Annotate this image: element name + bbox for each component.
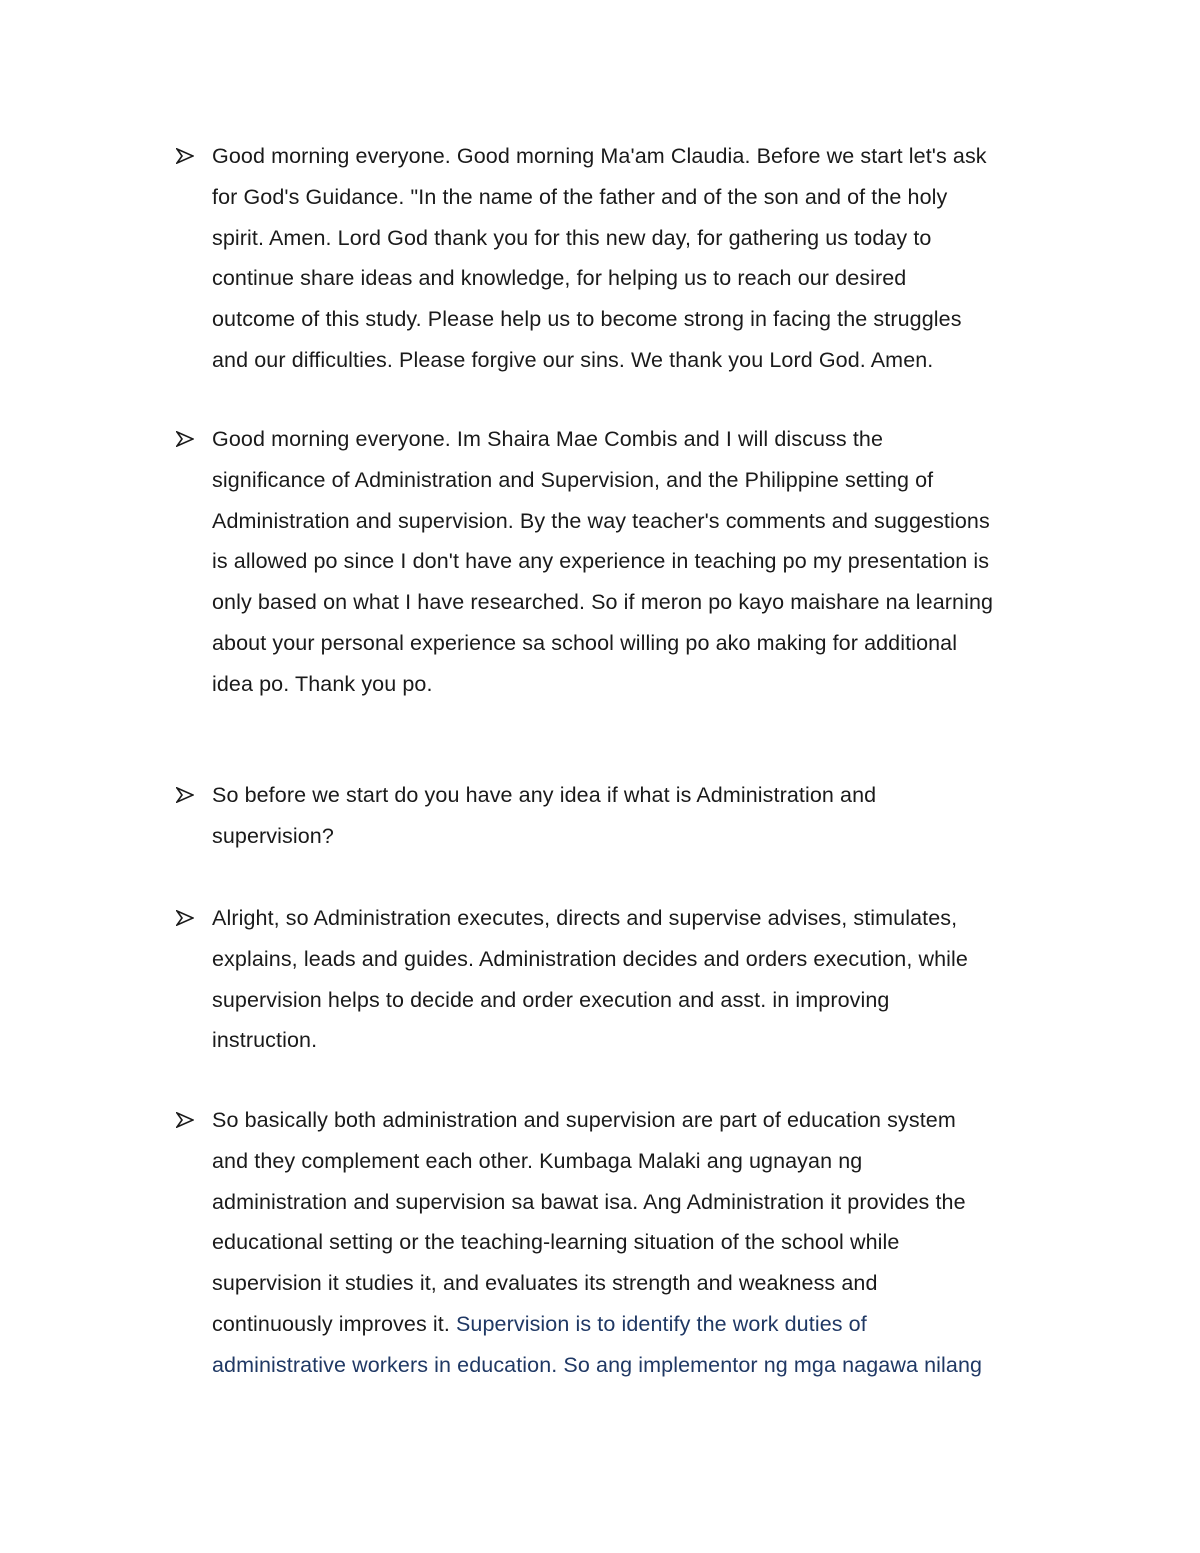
text-line: Administration and supervision. By the way teacher's comments and suggestions	[212, 508, 990, 533]
bullet-paragraph-introduction	[212, 419, 1072, 705]
text-line: significance of Administration and Supervision, and the Philippine setting of	[212, 467, 934, 492]
bullet-paragraph-definition	[212, 898, 1072, 1061]
text-line: Good morning everyone. Im Shaira Mae Combis and I will discuss the	[212, 427, 884, 451]
arrowhead-bullet-icon	[176, 148, 194, 164]
text-line: idea po. Thank you po.	[212, 671, 433, 696]
arrowhead-bullet-icon	[176, 910, 194, 926]
text-line: supervision helps to decide and order execution and asst. in improving	[212, 987, 890, 1012]
text-line: administration and supervision sa bawat isa. Ang Administration it provides the	[212, 1189, 966, 1214]
text-line: and they complement each other. Kumbaga Malaki ang ugnayan ng	[212, 1148, 863, 1173]
text-line: explains, leads and guides. Administration decides and orders execution, while	[212, 946, 968, 971]
plain-text-segment: continuously improves it.	[212, 1311, 456, 1336]
text-line: about your personal experience sa school willing po ako making for additional	[212, 630, 958, 655]
text-line: and our difficulties. Please forgive our sins. We thank you Lord God. Amen.	[212, 347, 934, 372]
text-line: outcome of this study. Please help us to become strong in facing the struggles	[212, 307, 962, 332]
text-line: only based on what I have researched. So if meron po kayo maishare na learning	[212, 590, 994, 615]
text-line: is allowed po since I don't have any experience in teaching po my presentation is	[212, 549, 990, 574]
text-line: spirit. Amen. Lord God thank you for this new day, for gathering us today to	[212, 225, 932, 250]
text-line: for God's Guidance. "In the name of the father and of the son and of the holy	[212, 184, 948, 209]
arrowhead-bullet-icon	[176, 787, 194, 803]
bullet-paragraph-greeting-prayer	[212, 136, 1072, 381]
arrowhead-bullet-icon	[176, 1112, 194, 1128]
text-line: So basically both administration and supervision are part of education system	[212, 1108, 956, 1132]
arrowhead-bullet-icon	[176, 431, 194, 447]
bullet-paragraph-question	[212, 775, 1072, 857]
text-line	[212, 1304, 1072, 1345]
highlighted-text-line: administrative workers in education. So ang implementor ng mga nagawa nilang	[212, 1352, 983, 1377]
text-line: So before we start do you have any idea if what is Administration and	[212, 783, 877, 807]
text-line: continue share ideas and knowledge, for helping us to reach our desired	[212, 266, 907, 291]
text-line: instruction.	[212, 1028, 318, 1053]
text-line: educational setting or the teaching-learning situation of the school while	[212, 1230, 900, 1255]
text-line: supervision?	[212, 823, 334, 848]
bullet-paragraph-complement	[212, 1100, 1072, 1386]
text-line: supervision it studies it, and evaluates its strength and weakness and	[212, 1271, 878, 1296]
text-line: Good morning everyone. Good morning Ma'am Claudia. Before we start let's ask	[212, 144, 987, 168]
highlighted-text-segment: Supervision is to identify the work duties of	[455, 1311, 867, 1336]
text-line: Alright, so Administration executes, directs and supervise advises, stimulates,	[212, 906, 958, 930]
